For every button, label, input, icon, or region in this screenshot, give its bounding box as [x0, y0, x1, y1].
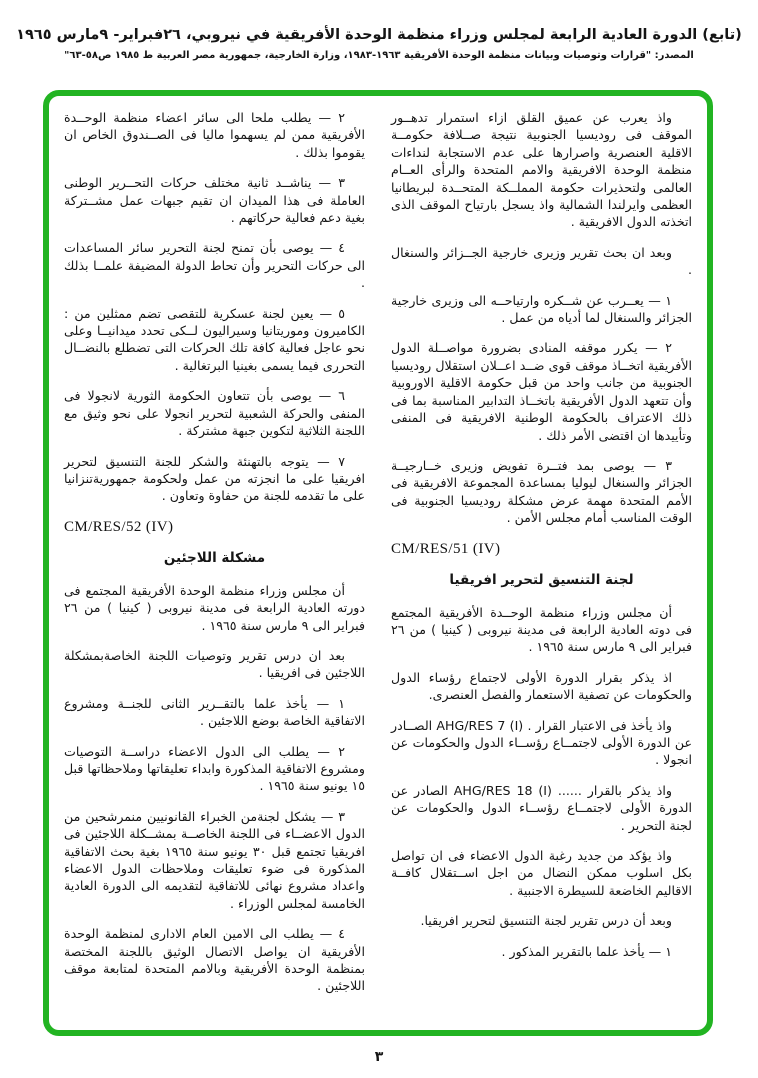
column-right: [391, 109, 692, 1020]
body-paragraph: اذ يذكر بقرار الدورة الأولى لاجتماع رؤساء الدول والحكومات عن تصفية الاستعمار والفصل العنصرى.: [391, 669, 692, 703]
body-paragraph: ٣ — يوصى بمد فتــرة تفويض وزيرى خــارجيــة الجزائر والسنغال ليوليا بمساعدة المجموعة الافريقية فى الأمم المتحدة مهمة عرض مشكلة روديسيا الجنوبية فى الوقت المناسب أمام مجلس الأمن .: [391, 457, 692, 526]
source-citation: المصدر: "قرارات وتوصيات وبيانات منظمة الوحدة الأفريقية ١٩٦٣-١٩٨٣، وزارة الخارجية، جمهورية مصر العربية ط ١٩٨٥ ص٥٨-٦٣": [64, 50, 694, 61]
body-paragraph: ٢ — يطلب الى الدول الاعضاء دراســة التوصيات ومشروع الاتفاقية المذكورة وابداء تعليقاتها وملاحظاتها قبل ١٥ يونيو سنة ١٩٦٥ .: [64, 743, 365, 794]
body-paragraph: ٦ — يوصى بأن تتعاون الحكومة الثورية لانجولا فى المنفى والحركة الشعبية لتحرير انجولا على نحو وثيق مع اللجنة الثلاثية لتكوين جبهة مشتركة .: [64, 388, 365, 439]
body-paragraph: ٣ — يشكل لجنةمن الخبراء القانونيين منمرشحين من الدول الاعضــاء فى اللجنة الخاصــة بمشــكلة اللاجئين فى افريقيا تجتمع قبل ٣٠ يونيو سنة ١٩٦٥ بغية بحث الاتفاقية المذكورة فى ضوء تعليقات وملاحظات الدول الاعضاء واعداد مشروع نهائى للاتفاقية لتقديمه الى الدورة العادية الخامسة لمجلس الوزراء .: [64, 808, 365, 911]
body-paragraph: ٥ — يعين لجنة عسكرية للتقصى تضم ممثلين من : الكاميرون وموريتانيا وسيراليون لــكى تحدد ميدانيــا وعلى نحو عاجل فعالية كافة تلك الحركات التى تضطلع بالنضــال التحررى فيما يسمى بغينيا البرتغالية .: [64, 305, 365, 373]
body-paragraph: ١ — يعــرب عن شــكره وارتياحــه الى وزيرى خارجية الجزائر والسنغال لما أدياه من عمل .: [391, 292, 692, 326]
page-number: ٣: [374, 1049, 384, 1065]
two-column-body: [49, 96, 707, 1030]
body-paragraph: ٤ — يطلب الى الامين العام الادارى لمنظمة الوحدة الأفريقية ان يواصل الاتصال الوثيق باللجنة المختصة بمنظمة الوحدة الأفريقية وبالامم المتحدة لمتابعة موقف اللاجئين .: [64, 926, 365, 994]
resolution-ref: CM/RES/51 (IV): [391, 540, 501, 557]
body-paragraph: ١ — يأخذ علما بالتقــرير الثانى للجنــة ومشروع الاتفاقية الخاصة بوضع اللاجئين .: [64, 695, 365, 729]
body-paragraph: وبعد أن درس تقرير لجنة التنسيق لتحرير افريقيا.: [420, 913, 672, 929]
body-paragraph: واذ يذكر بالقرار ...... ‎AHG/RES 18 (I)‎ الصادر عن الدورة الأولى لاجتمــاع رؤســاء الدول والحكومات عن لجنة التحرير .: [391, 782, 692, 833]
body-paragraph: واذ يؤكد من جديد رغبة الدول الاعضاء فى ان تواصل بكل اسلوب ممكن النضال من اجل اســتقلال كافــة الاقاليم الخاضعة للسيطرة الاجنبية .: [391, 848, 692, 898]
body-paragraph: ٣ — يناشــد ثانية مختلف حركات التحــرير الوطنى العاملة فى هذا الميدان ان تقيم جبهات عمل مشــتركة بغية دعم فعالية حركاتهم .: [64, 175, 365, 226]
document-green-frame: [43, 90, 713, 1036]
body-paragraph: ٤ — يوصى بأن تمنح لجنة التحرير سائر المساعدات الى حركات التحرير وأن تحاط الدولة المضيفة علمــا بذلك .: [64, 240, 365, 291]
section-heading: لجنة التنسيق لتحرير افريقيا: [449, 571, 634, 588]
body-paragraph: واذ يأخذ فى الاعتبار القرار . ‎AHG/RES 7 (I)‎ الصــادر عن الدورة الأولى لاجتمــاع رؤســاء الدول والحكومات عن انجولا .: [391, 717, 692, 768]
page-title: (تابع) الدورة العادية الرابعة لمجلس وزراء منظمة الوحدة الأفريقية في نيروبي، ٢٦فبراير- ٩مارس ١٩٦٥: [16, 27, 742, 43]
section-heading: مشكلة اللاجئين: [163, 549, 266, 566]
body-paragraph: أن مجلس وزراء منظمة الوحدة الأفريقية المجتمع فى دورته العادية الرابعة فى مدينة نيروبى ( كينيا ) من ٢٦ فبراير الى ٩ مارس سنة ١٩٦٥ .: [64, 582, 365, 633]
page-header: [0, 27, 758, 61]
body-paragraph: وبعد ان بحث تقرير وزيرى خارجية الجــزائر والسنغال .: [391, 244, 692, 278]
body-paragraph: واذ يعرب عن عميق القلق ازاء استمرار تدهــور الموقف فى روديسيا الجنوبية نتيجة صــلافة حكومــة الاقلية العنصرية واصرارها على عدم الاستجابة لنداءات منظمة الوحدة الافريقية والامم المتحدة والرأى العــام العالمى ولتحذيرات حكومة المملــكة المتحــدة لبريطانيا العظمى وايرلندا الشمالية واذ يسجل بارتياح الموقف الذى اتخذته الدول الافريقية .: [391, 110, 692, 230]
resolution-ref: CM/RES/52 (IV): [64, 518, 174, 535]
body-paragraph: ١ — يأخذ علما بالتقرير المذكور .: [501, 943, 672, 959]
column-left: [64, 109, 365, 1020]
body-paragraph: ٢ — يكرر موقفه المنادى بضرورة مواصــلة الدول الأفريقية اتخــاذ موقف قوى ضــد اعــلان استقلال روديسيا الجنوبية من جانب واحد من قبل حكومة الاقلية الاوروبية وأن تتعهد الدول الأفريقية باتخــاذ التدابير المناسبة بما فى ذلك الاعتراف بالحكومة الوطنية الافريقية فى المنفى وتأييدها ان اقتضى الأمر ذلك .: [391, 340, 692, 443]
body-paragraph: ٢ — يطلب ملحا الى سائر اعضاء منظمة الوحــدة الأفريقية ممن لم يسهموا ماليا فى الصــندوق الخاص ان يقوموا بذلك .: [64, 110, 365, 160]
body-paragraph: ٧ — يتوجه بالتهنئة والشكر للجنة التنسيق لتحرير افريقيا على ما انجزته من عمل ولحكومة جمهوريةتنزانيا على ما تقدمه للجنة من حفاوة وتعاون .: [64, 453, 365, 504]
body-paragraph: أن مجلس وزراء منظمة الوحــدة الأفريقية المجتمع فى دوته العادية الرابعة فى مدينة نيروبى ( كينيا ) من ٢٦ فبراير الى ٩ مارس سنة ١٩٦٥ .: [391, 604, 692, 655]
body-paragraph: بعد ان درس تقرير وتوصيات اللجنة الخاصةبمشكلة اللاجئين فى افريقيا .: [64, 647, 365, 681]
